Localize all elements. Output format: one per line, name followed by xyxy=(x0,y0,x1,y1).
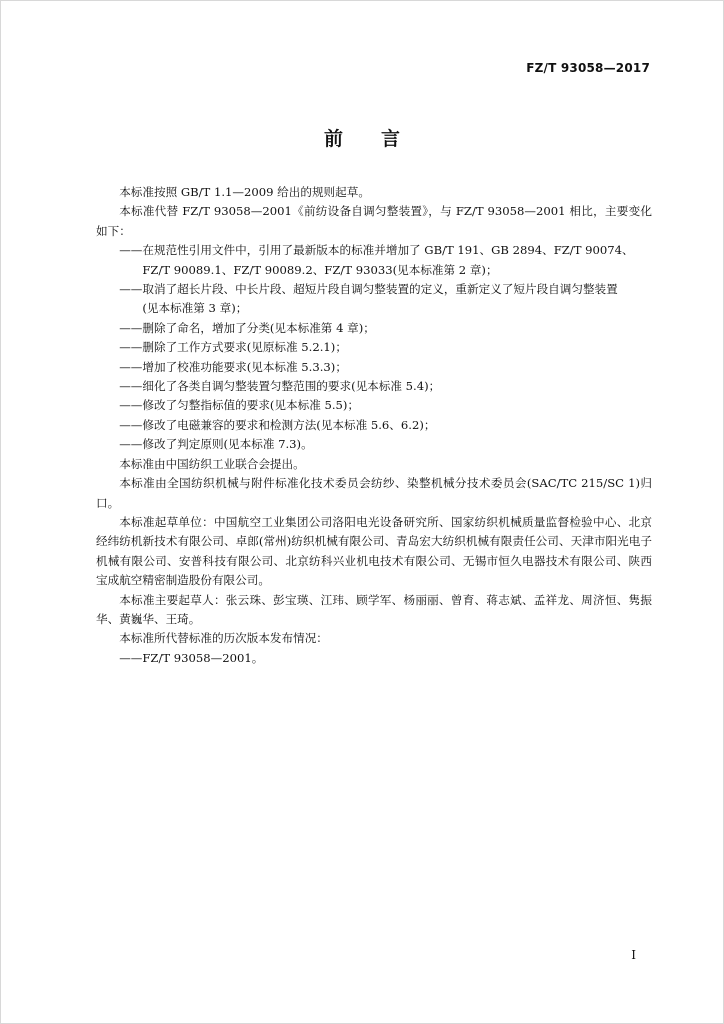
paragraph-history-item: ——FZ/T 93058—2001。 xyxy=(119,650,264,665)
page-title: 前言 xyxy=(323,128,438,150)
paragraph-replacement: 本标准代替 FZ/T 93058—2001《前纺设备自调匀整装置》，与 FZ/T 93058—2001 相比，主要变化如下： xyxy=(96,204,652,238)
change-item-text: ——在规范性引用文件中，引用了最新版本的标准并增加了 GB/T 191、GB 2894、FZ/T 90074、 xyxy=(119,243,634,258)
paragraph-drafters: 本标准主要起草人：张云珠、彭宝瑛、江玮、顾学军、杨丽丽、曾育、蒋志斌、孟祥龙、周济恒、隽振华、黄巍华、王琦。 xyxy=(96,592,652,626)
change-item xyxy=(96,280,652,319)
change-item: ——删除了工作方式要求(见原标准 5.2.1)； xyxy=(119,340,347,355)
paragraph-history-heading: 本标准所代替标准的历次版本发布情况： xyxy=(119,631,328,646)
page-number: I xyxy=(631,948,636,962)
change-item: ——修改了电磁兼容的要求和检测方法(见本标准 5.6、6.2)； xyxy=(119,417,436,432)
change-item: ——删除了命名，增加了分类(见本标准第 4 章)； xyxy=(119,320,375,335)
change-item-text: ——取消了超长片段、中长片段、超短片段自调匀整装置的定义，重新定义了短片段自调匀整装置 xyxy=(119,282,618,297)
change-item xyxy=(96,241,652,280)
paragraph-drafting-rule: 本标准按照 GB/T 1.1—2009 给出的规则起草。 xyxy=(119,185,370,199)
change-item: ——增加了校准功能要求(见本标准 5.3.3)； xyxy=(119,359,347,374)
change-item-continuation: (见本标准第 3 章)； xyxy=(142,301,248,316)
change-item: ——细化了各类自调匀整装置匀整范围的要求(见本标准 5.4)； xyxy=(119,379,441,394)
change-item-continuation: FZ/T 90089.1、FZ/T 90089.2、FZ/T 93033(见本标准第 2 章)； xyxy=(142,262,498,277)
paragraph-committee: 本标准由全国纺织机械与附件标准化技术委员会纺纱、染整机械分技术委员会(SAC/TC 215/SC 1)归口。 xyxy=(96,476,652,510)
change-item: ——修改了判定原则(见本标准 7.3)。 xyxy=(119,437,313,452)
standard-code: FZ/T 93058—2017 xyxy=(526,61,650,75)
paragraph-proposer: 本标准由中国纺织工业联合会提出。 xyxy=(119,456,305,471)
paragraph-drafting-units: 本标准起草单位：中国航空工业集团公司洛阳电光设备研究所、国家纺织机械质量监督检验中心、北京经纬纺机新技术有限公司、卓郎(常州)纺织机械有限公司、青岛宏大纺织机械有限责任公司、天津市阳光电子机械有限公司、安普科技有限公司、北京纺科兴业机电技术有限公司、无锡市恒久电器技术有限公司、陕西宝成航空精密制造股份有限公司。 xyxy=(96,514,652,588)
change-item: ——修改了匀整指标值的要求(见本标准 5.5)； xyxy=(119,398,360,413)
document-body xyxy=(96,183,652,668)
